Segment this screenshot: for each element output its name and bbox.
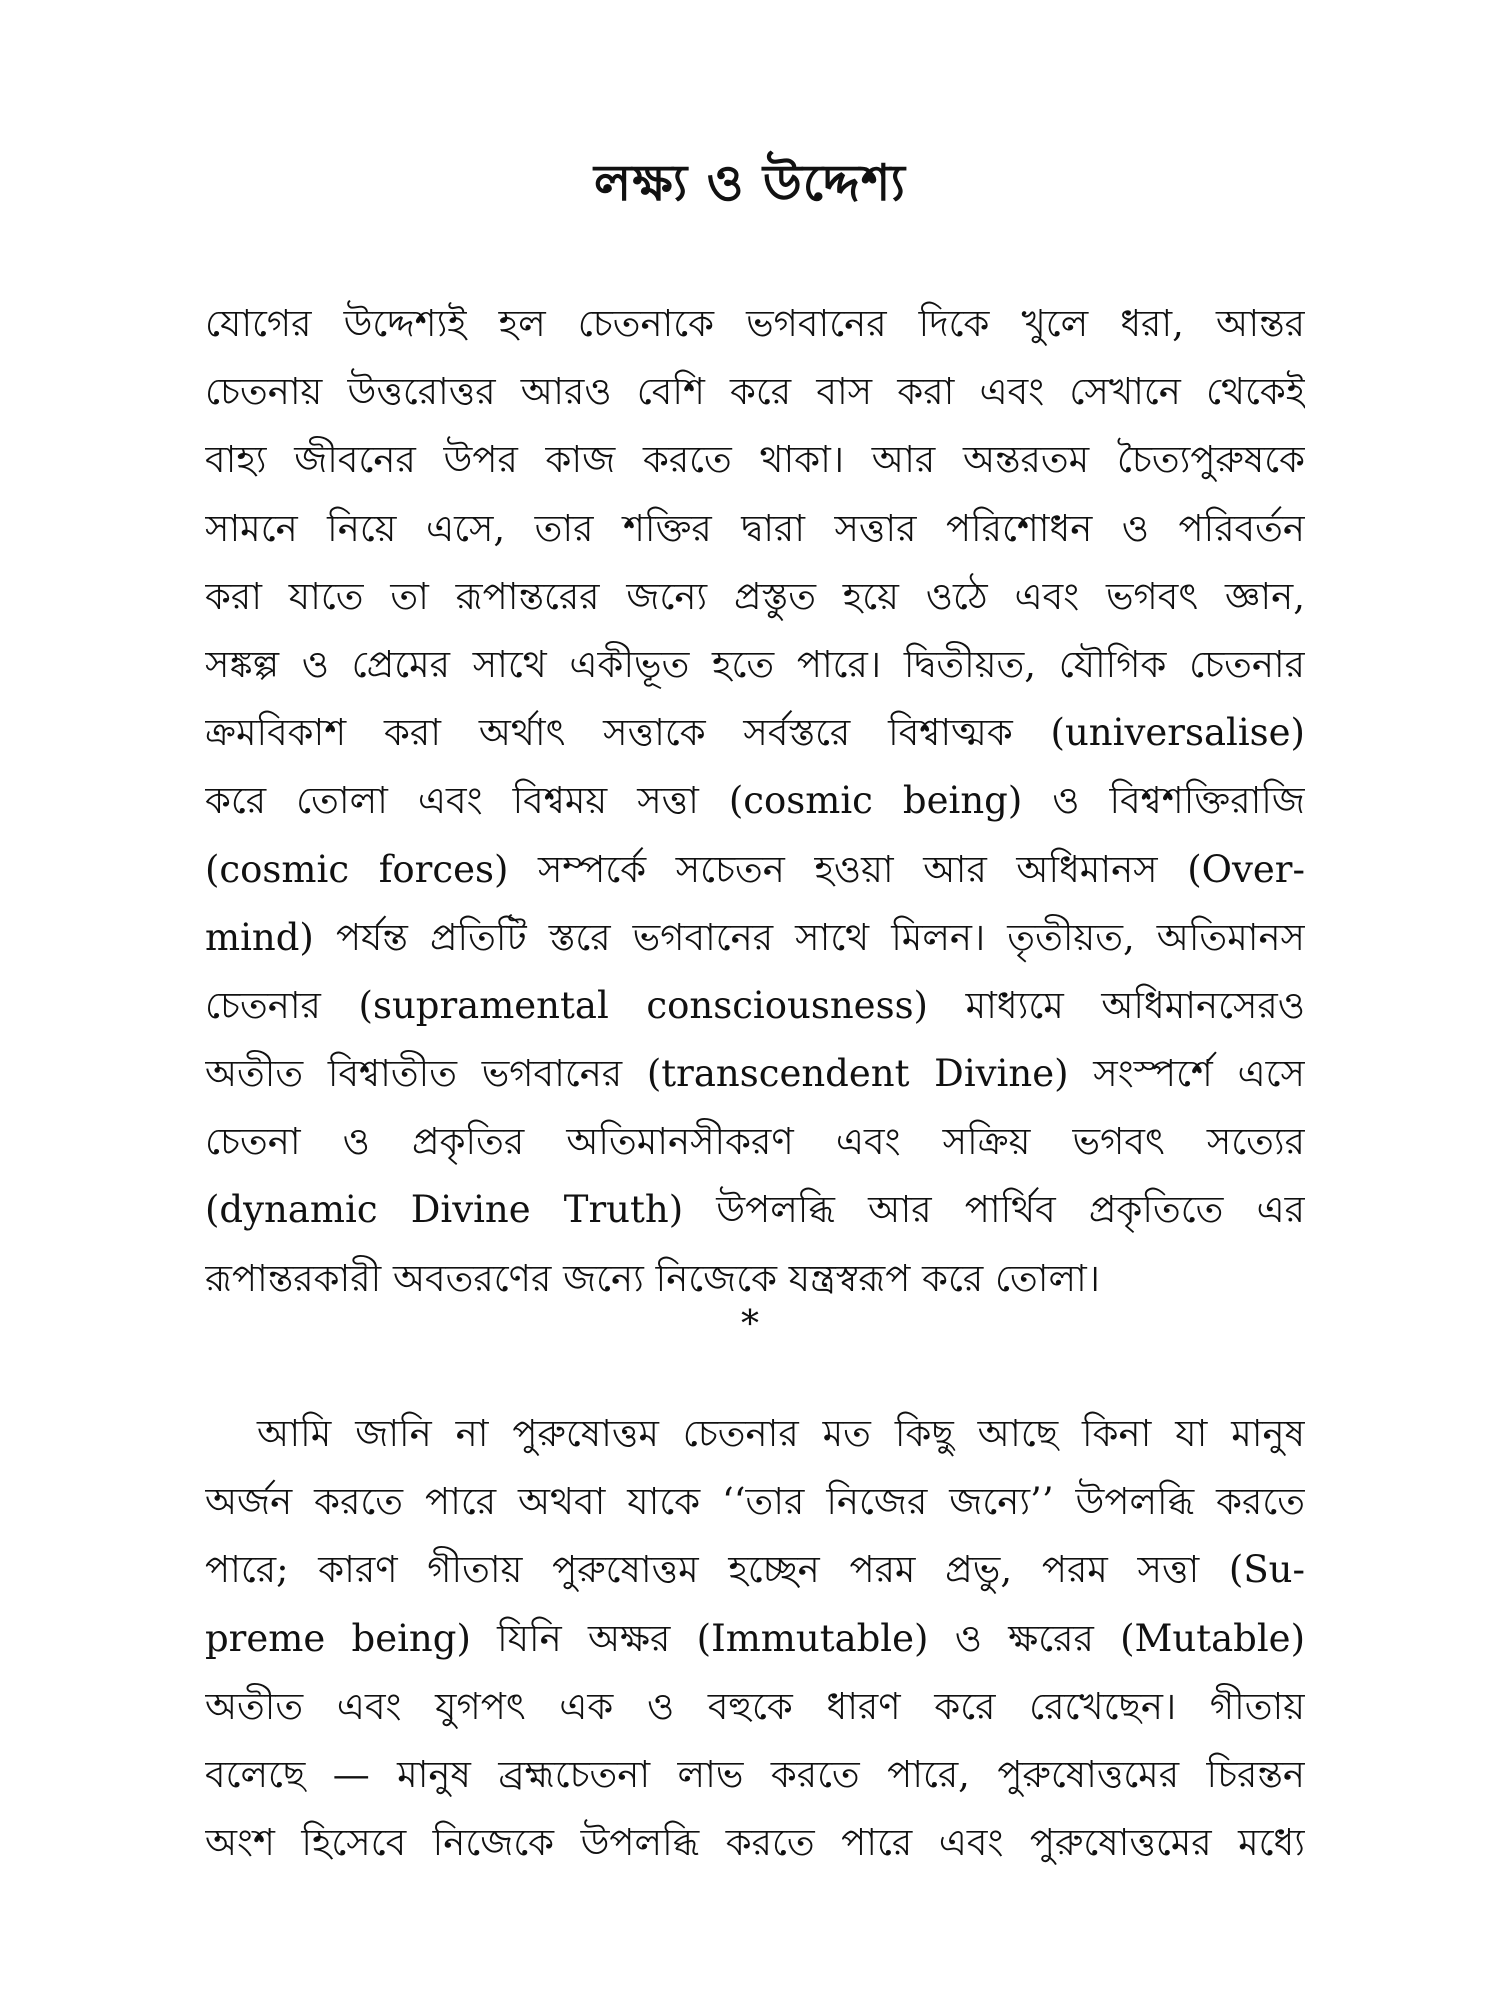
text-line: অর্জন করতে পারে অথবা যাকে ‘‘তার নিজের জন্যে’’ উপলব্ধি করতে (205, 1480, 1305, 1524)
text-line: ক্রমবিকাশ করা অর্থাৎ সত্তাকে সর্বস্তরে বিশ্বাত্মক (universalise) (205, 711, 1305, 755)
text-line: আমি জানি না পুরুষোত্তম চেতনার মত কিছু আছে কিনা যা মানুষ (257, 1412, 1305, 1455)
text-line: অংশ হিসেবে নিজেকে উপলব্ধি করতে পারে এবং পুরুষোত্তমের মধ্যে (205, 1821, 1305, 1865)
text-line: রূপান্তরকারী অবতরণের জন্যে নিজেকে যন্ত্রস্বরূপ করে তোলা। (205, 1256, 1101, 1300)
page-title: লক্ষ্য ও উদ্দেশ্য (594, 154, 906, 212)
text-line: চেতনার (supramental consciousness) মাধ্যমে অধিমানসেরও (205, 983, 1305, 1027)
text-line: সামনে নিয়ে এসে, তার শক্তির দ্বারা সত্তার পরিশোধন ও পরিবর্তন (205, 506, 1305, 550)
text-line: করা যাতে তা রূপান্তরের জন্যে প্রস্তুত হয়ে ওঠে এবং ভগবৎ জ্ঞান, (205, 574, 1305, 618)
text-line: preme being) যিনি অক্ষর (Immutable) ও ক্ষরের (Mutable) (205, 1616, 1305, 1660)
text-line: সঙ্কল্প ও প্রেমের সাথে একীভূত হতে পারে। দ্বিতীয়ত, যৌগিক চেতনার (205, 642, 1305, 686)
text-line: পারে; কারণ গীতায় পুরুষোত্তম হচ্ছেন পরম প্রভু, পরম সত্তা (Su- (205, 1548, 1305, 1592)
text-line: mind) পর্যন্ত প্রতিটি স্তরে ভগবানের সাথে মিলন। তৃতীয়ত, অতিমানস (205, 915, 1305, 959)
text-line: বলেছে — মানুষ ব্রহ্মচেতনা লাভ করতে পারে, পুরুষোত্তমের চিরন্তন (205, 1752, 1305, 1796)
text-line: করে তোলা এবং বিশ্বময় সত্তা (cosmic being) ও বিশ্বশক্তিরাজি (205, 779, 1305, 823)
text-line: যোগের উদ্দেশ্যই হল চেতনাকে ভগবানের দিকে খুলে ধরা, আন্তর (205, 302, 1305, 345)
text-line: চেতনা ও প্রকৃতির অতিমানসীকরণ এবং সক্রিয় ভগবৎ সত্যের (205, 1120, 1305, 1164)
text-line: অতীত এবং যুগপৎ এক ও বহুকে ধারণ করে রেখেছেন। গীতায় (205, 1684, 1305, 1728)
text-line: (cosmic forces) সম্পর্কে সচেতন হওয়া আর অধিমানস (Over- (205, 847, 1305, 891)
paragraph-1 (205, 290, 1305, 1313)
section-separator: * (741, 1304, 759, 1345)
paragraph-2 (205, 1400, 1305, 1877)
text-line: (dynamic Divine Truth) উপলব্ধি আর পার্থিব প্রকৃতিতে এর (205, 1188, 1305, 1232)
text-line: বাহ্য জীবনের উপর কাজ করতে থাকা। আর অন্তরতম চৈত্যপুরুষকে (205, 438, 1305, 482)
text-line: অতীত বিশ্বাতীত ভগবানের (transcendent Divine) সংস্পর্শে এসে (205, 1052, 1305, 1096)
text-line: চেতনায় উত্তরোত্তর আরও বেশি করে বাস করা এবং সেখানে থেকেই (205, 370, 1305, 414)
